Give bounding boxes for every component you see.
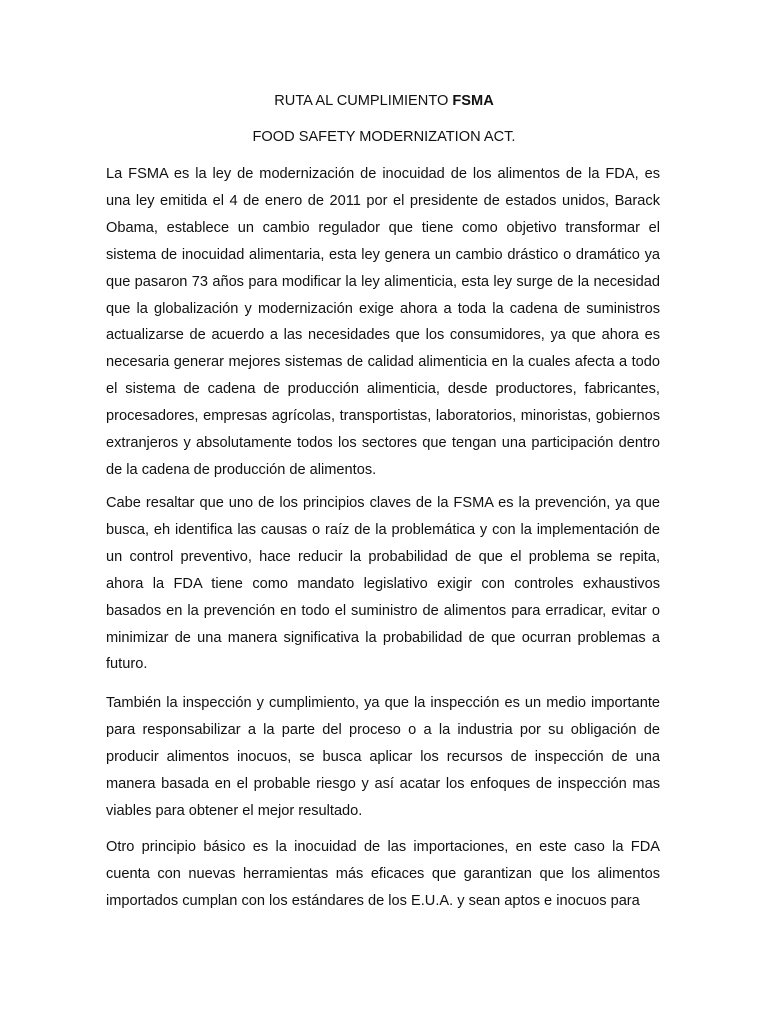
paragraph-fsma-definition: La FSMA es la ley de modernización de inocuidad de los alimentos de la FDA, es una ley emitida el 4 de enero de 2011 por el presidente de estados unidos, Barack Obama, establece un cambio regulador que tiene como objetivo transformar el sistema de inocuidad alimentaria, esta ley genera un cambio drástico o dramático ya que pasaron 73 años para modificar la ley alimenticia, esta ley surge de la necesidad que la globalización y modernización exige ahora a toda la cadena de suministros actualizarse de acuerdo a las necesidades que los consumidores, ya que ahora es necesaria generar mejores sistemas de calidad alimenticia en la cuales afecta a todo el sistema de cadena de producción alimenticia, desde productores, fabricantes, procesadores, empresas agrícolas, transportistas, laboratorios, minoristas, gobiernos extranjeros y absolutamente todos los sectores que tengan una participación dentro de la cadena de producción de alimentos. xyxy=(106,166,660,478)
paragraph-imports: Otro principio básico es la inocuidad de las importaciones, en este caso la FDA cuenta con nuevas herramientas más eficaces que garantizan que los alimentos importados cumplan con los estándares de los E.U.A. y sean aptos e inocuos para xyxy=(106,839,660,909)
paragraph-inspection: También la inspección y cumplimiento, ya que la inspección es un medio importante para responsabilizar a la parte del proceso o a la industria por su obligación de producir alimentos inocuos, se busca aplicar los recursos de inspección de una manera basada en el probable riesgo y así acatar los enfoques de inspección mas viables para obtener el mejor resultado. xyxy=(106,695,660,819)
document-title xyxy=(0,91,768,111)
title-acronym: FSMA xyxy=(452,93,494,109)
document-subtitle: FOOD SAFETY MODERNIZATION ACT. xyxy=(252,129,516,145)
paragraph-prevention: Cabe resaltar que uno de los principios claves de la FSMA es la prevención, ya que busca, eh identifica las causas o raíz de la problemática y con la implementación de un control preventivo, hace reducir la probabilidad de que el problema se repita, ahora la FDA tiene como mandato legislativo exigir con controles exhaustivos basados en la prevención en todo el suministro de alimentos para erradicar, evitar o minimizar de una manera significativa la probabilidad de que ocurran problemas a futuro. xyxy=(106,495,660,673)
title-prefix: RUTA AL CUMPLIMIENTO xyxy=(274,93,453,109)
